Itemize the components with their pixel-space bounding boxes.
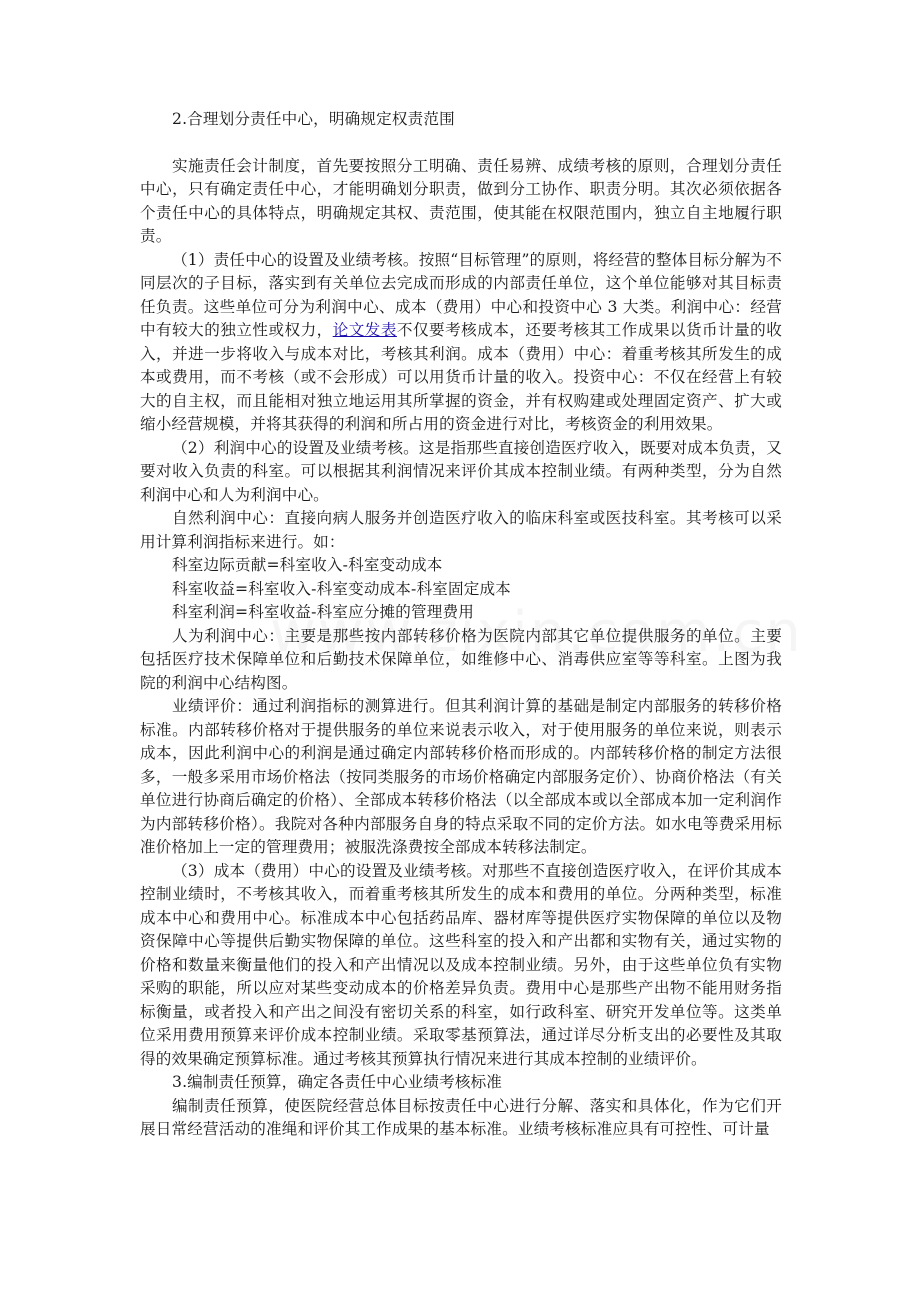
paragraph-cost-center: （3）成本（费用）中心的设置及业绩考核。对那些不直接创造医疗收入，在评价其成本控制业绩时，不考核其收入，而着重考核其所发生的成本和费用的单位。分两种类型，标准成本中心和费用中心。标准成本中心包括药品库、器材库等提供医疗实物保障的单位以及物资保障中心等提供后勤实物保障的单位。这些科室的投入和产出都和实物有关，通过实物的价格和数量来衡量他们的投入和产出情况以及成本控制业绩。另外，由于这些单位负有实物采购的职能，所以应对某些变动成本的价格差异负责。费用中心是那些产出物不能用财务指标衡量，或者投入和产出之间没有密切关系的科室，如行政科室、研究开发单位等。这类单位采用费用预算来评价成本控制业绩。采取零基预算法，通过详尽分析支出的必要性及其取得的效果确定预算标准。通过考核其预算执行情况来进行其成本控制的业绩评价。 — [140, 861, 782, 1068]
paragraph-text-after-link: 不仅要考核成本，还要考核其工作成果以货币计量的收入，并进一步将收入与成本对比，考核其利润。成本（费用）中心：着重考核其所发生的成本或费用，而不考核（或不会形成）可以用货币计量的收入。投资中心：不仅在经营上有较大的自主权，而且能相对独立地运用其所掌握的资金，并有权购建或处理固定资产、扩大或缩小经营规模，并将其获得的利润和所占用的资金进行对比，考核资金的利用效果。 — [140, 321, 782, 433]
section-heading-3: 3.编制责任预算，确定各责任中心业绩考核标准 — [172, 1073, 503, 1091]
formula-marginal-contribution: 科室边际贡献=科室收入-科室变动成本 — [172, 556, 443, 574]
formula-department-income: 科室收益=科室收入-科室变动成本-科室固定成本 — [172, 579, 511, 598]
paragraph-budget: 编制责任预算，使医院经营总体目标按责任中心进行分解、落实和具体化，作为它们开展日常经营活动的准绳和评价其工作成果的基本标准。业绩考核标准应具有可控性、可计量 — [140, 1096, 782, 1138]
paragraph-performance-evaluation: 业绩评价：通过利润指标的测算进行。但其利润计算的基础是制定内部服务的转移价格标准。内部转移价格对于提供服务的单位来说表示收入，对于使用服务的单位来说，则表示成本，因此利润中心的利润是通过确定内部转移价格而形成的。内部转移价格的制定方法很多，一般多采用市场价格法（按同类服务的市场价格确定内部服务定价）、协商价格法（有关单位进行协商后确定的价格）、全部成本转移价格法（以全部成本或以全部成本加一定利润作为内部转移价格）。我院对各种内部服务自身的特点采取不同的定价方法。如水电等费采用标准价格加上一定的管理费用；被服洗涤费按全部成本转移法制定。 — [140, 697, 782, 856]
paragraph-text-before-link: （1）责任中心的设置及业绩考核。按照“目标管理”的原则，将经营的整体目标分解为不同层次的子目标，落实到有关单位去完成而形成的内部责任单位，这个单位能够对其目标责任负责。这些单位可分为利润中心、成本（费用）中心和投资中心 3 大类。利润中心：经营中有较大的独立性或权力， — [140, 250, 782, 339]
paragraph-profit-center: （2）利润中心的设置及业绩考核。这是指那些直接创造医疗收入，既要对成本负责，又要对收入负责的科室。可以根据其利润情况来评价其成本控制业绩。有两种类型，分为自然利润中心和人为利润中心。 — [140, 438, 782, 504]
section-heading-2: 2.合理划分责任中心，明确规定权责范围 — [172, 110, 455, 128]
document-body — [140, 108, 782, 1142]
paragraph-intro: 实施责任会计制度，首先要按照分工明确、责任易辨、成绩考核的原则，合理划分责任中心，只有确定责任中心，才能明确划分职责，做到分工协作、职责分明。其次必须依据各个责任中心的具体特点，明确规定其权、责范围，使其能在权限范围内，独立自主地履行职责。 — [140, 156, 782, 245]
formula-department-profit: 科室利润=科室收益-科室应分摊的管理费用 — [172, 603, 475, 621]
paragraph-responsibility-center — [140, 249, 782, 437]
paragraph-natural-profit-center: 自然利润中心：直接向病人服务并创造医疗收入的临床科室或医技科室。其考核可以采用计算利润指标来进行。如： — [140, 509, 782, 551]
paragraph-artificial-profit-center: 人为利润中心：主要是那些按内部转移价格为医院内部其它单位提供服务的单位。主要包括医疗技术保障单位和后勤技术保障单位，如维修中心、消毒供应室等等科室。上图为我院的利润中心结构图。 — [140, 626, 782, 692]
paper-publish-link[interactable]: 论文发表 — [332, 321, 397, 339]
